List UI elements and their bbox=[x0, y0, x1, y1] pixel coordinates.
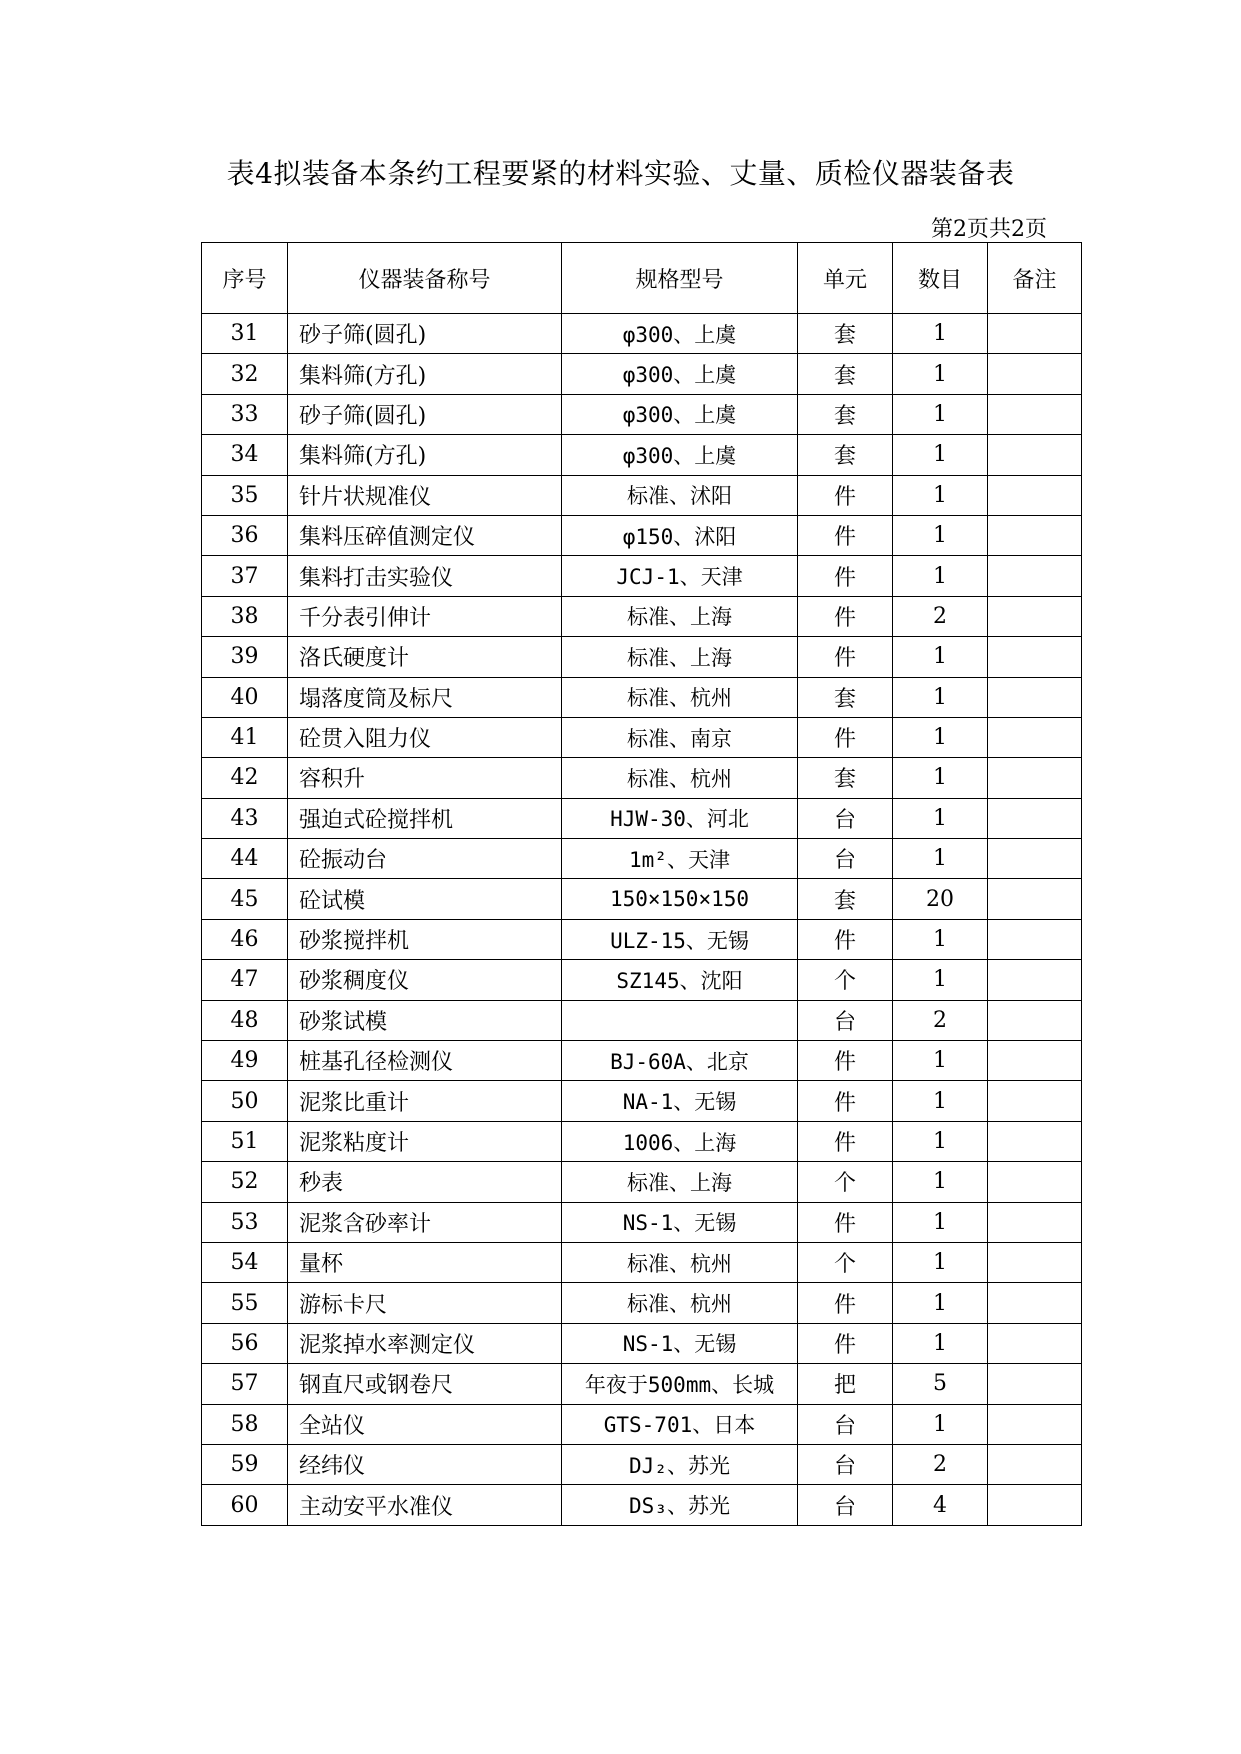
cell-specification: NS-1、无锡 bbox=[562, 1323, 798, 1363]
cell-serial-number: 49 bbox=[202, 1041, 288, 1081]
cell-serial-number: 54 bbox=[202, 1242, 288, 1282]
cell-remarks bbox=[988, 879, 1082, 919]
cell-specification: φ300、上虞 bbox=[562, 314, 798, 354]
cell-unit: 个 bbox=[798, 1162, 893, 1202]
table-row bbox=[202, 1323, 1082, 1363]
cell-quantity: 1 bbox=[893, 475, 988, 515]
cell-quantity: 1 bbox=[893, 1283, 988, 1323]
cell-serial-number: 53 bbox=[202, 1202, 288, 1242]
cell-serial-number: 50 bbox=[202, 1081, 288, 1121]
cell-equipment-name: 容积升 bbox=[288, 758, 562, 798]
cell-remarks bbox=[988, 314, 1082, 354]
cell-equipment-name: 砂浆试模 bbox=[288, 1000, 562, 1040]
cell-serial-number: 42 bbox=[202, 758, 288, 798]
cell-remarks bbox=[988, 1404, 1082, 1444]
cell-specification: φ300、上虞 bbox=[562, 435, 798, 475]
cell-remarks bbox=[988, 1081, 1082, 1121]
cell-unit: 件 bbox=[798, 1283, 893, 1323]
table-row bbox=[202, 314, 1082, 354]
cell-specification: 标准、杭州 bbox=[562, 677, 798, 717]
cell-equipment-name: 砼试模 bbox=[288, 879, 562, 919]
cell-quantity: 1 bbox=[893, 314, 988, 354]
cell-specification: 标准、杭州 bbox=[562, 1242, 798, 1282]
cell-remarks bbox=[988, 1323, 1082, 1363]
cell-remarks bbox=[988, 798, 1082, 838]
cell-specification: 标准、上海 bbox=[562, 1162, 798, 1202]
cell-specification: GTS-701、日本 bbox=[562, 1404, 798, 1444]
cell-quantity: 1 bbox=[893, 1041, 988, 1081]
cell-equipment-name: 主动安平水准仪 bbox=[288, 1485, 562, 1525]
header-equipment-name: 仪器装备称号 bbox=[288, 243, 562, 314]
table-row bbox=[202, 1121, 1082, 1161]
cell-specification: φ150、沭阳 bbox=[562, 515, 798, 555]
cell-equipment-name: 砼振动台 bbox=[288, 839, 562, 879]
cell-specification: DS₃、苏光 bbox=[562, 1485, 798, 1525]
cell-quantity: 1 bbox=[893, 960, 988, 1000]
cell-equipment-name: 砂浆稠度仪 bbox=[288, 960, 562, 1000]
cell-quantity: 2 bbox=[893, 1444, 988, 1484]
cell-equipment-name: 秒表 bbox=[288, 1162, 562, 1202]
cell-serial-number: 47 bbox=[202, 960, 288, 1000]
cell-unit: 件 bbox=[798, 556, 893, 596]
cell-quantity: 1 bbox=[893, 1081, 988, 1121]
cell-remarks bbox=[988, 960, 1082, 1000]
cell-serial-number: 39 bbox=[202, 637, 288, 677]
cell-serial-number: 38 bbox=[202, 596, 288, 636]
cell-quantity: 1 bbox=[893, 798, 988, 838]
page-info: 第2页共2页 bbox=[931, 217, 1047, 242]
cell-unit: 件 bbox=[798, 637, 893, 677]
cell-quantity: 2 bbox=[893, 1000, 988, 1040]
cell-remarks bbox=[988, 556, 1082, 596]
cell-equipment-name: 集料打击实验仪 bbox=[288, 556, 562, 596]
cell-remarks bbox=[988, 1364, 1082, 1404]
cell-remarks bbox=[988, 1000, 1082, 1040]
table-row bbox=[202, 758, 1082, 798]
cell-serial-number: 58 bbox=[202, 1404, 288, 1444]
cell-specification: NA-1、无锡 bbox=[562, 1081, 798, 1121]
cell-unit: 件 bbox=[798, 515, 893, 555]
cell-remarks bbox=[988, 435, 1082, 475]
table-row bbox=[202, 475, 1082, 515]
cell-quantity: 1 bbox=[893, 556, 988, 596]
cell-remarks bbox=[988, 1041, 1082, 1081]
cell-unit: 台 bbox=[798, 839, 893, 879]
cell-unit: 件 bbox=[798, 596, 893, 636]
cell-equipment-name: 钢直尺或钢卷尺 bbox=[288, 1364, 562, 1404]
cell-quantity: 1 bbox=[893, 394, 988, 434]
cell-serial-number: 59 bbox=[202, 1444, 288, 1484]
table-body bbox=[202, 314, 1082, 1526]
cell-unit: 件 bbox=[798, 1202, 893, 1242]
cell-quantity: 4 bbox=[893, 1485, 988, 1525]
cell-quantity: 1 bbox=[893, 677, 988, 717]
cell-quantity: 1 bbox=[893, 1121, 988, 1161]
cell-remarks bbox=[988, 596, 1082, 636]
cell-equipment-name: 塌落度筒及标尺 bbox=[288, 677, 562, 717]
cell-specification: 标准、杭州 bbox=[562, 1283, 798, 1323]
table-row bbox=[202, 1485, 1082, 1525]
cell-unit: 台 bbox=[798, 1485, 893, 1525]
cell-serial-number: 44 bbox=[202, 839, 288, 879]
cell-serial-number: 36 bbox=[202, 515, 288, 555]
cell-serial-number: 43 bbox=[202, 798, 288, 838]
cell-specification: JCJ-1、天津 bbox=[562, 556, 798, 596]
cell-specification: φ300、上虞 bbox=[562, 394, 798, 434]
cell-serial-number: 48 bbox=[202, 1000, 288, 1040]
table-row bbox=[202, 839, 1082, 879]
cell-unit: 套 bbox=[798, 758, 893, 798]
cell-quantity: 1 bbox=[893, 717, 988, 757]
cell-unit: 件 bbox=[798, 1323, 893, 1363]
cell-quantity: 1 bbox=[893, 1323, 988, 1363]
cell-quantity: 1 bbox=[893, 515, 988, 555]
cell-remarks bbox=[988, 354, 1082, 394]
table-row bbox=[202, 960, 1082, 1000]
cell-equipment-name: 泥浆粘度计 bbox=[288, 1121, 562, 1161]
table-row bbox=[202, 798, 1082, 838]
cell-specification: BJ-60A、北京 bbox=[562, 1041, 798, 1081]
cell-unit: 台 bbox=[798, 1404, 893, 1444]
cell-unit: 套 bbox=[798, 314, 893, 354]
cell-serial-number: 55 bbox=[202, 1283, 288, 1323]
table-row bbox=[202, 596, 1082, 636]
cell-serial-number: 52 bbox=[202, 1162, 288, 1202]
cell-remarks bbox=[988, 1485, 1082, 1525]
cell-remarks bbox=[988, 677, 1082, 717]
cell-specification: 1006、上海 bbox=[562, 1121, 798, 1161]
cell-unit: 件 bbox=[798, 1121, 893, 1161]
cell-unit: 套 bbox=[798, 879, 893, 919]
cell-remarks bbox=[988, 839, 1082, 879]
cell-unit: 件 bbox=[798, 717, 893, 757]
table-row bbox=[202, 919, 1082, 959]
cell-specification bbox=[562, 1000, 798, 1040]
cell-equipment-name: 桩基孔径检测仪 bbox=[288, 1041, 562, 1081]
cell-specification: HJW-30、河北 bbox=[562, 798, 798, 838]
cell-unit: 件 bbox=[798, 1041, 893, 1081]
table-row bbox=[202, 1242, 1082, 1282]
cell-specification: 1m²、天津 bbox=[562, 839, 798, 879]
cell-quantity: 1 bbox=[893, 1242, 988, 1282]
table-row bbox=[202, 1202, 1082, 1242]
cell-specification: DJ₂、苏光 bbox=[562, 1444, 798, 1484]
cell-remarks bbox=[988, 637, 1082, 677]
cell-equipment-name: 泥浆比重计 bbox=[288, 1081, 562, 1121]
cell-equipment-name: 全站仪 bbox=[288, 1404, 562, 1444]
cell-equipment-name: 集料压碎值测定仪 bbox=[288, 515, 562, 555]
cell-quantity: 1 bbox=[893, 839, 988, 879]
cell-serial-number: 46 bbox=[202, 919, 288, 959]
equipment-table bbox=[201, 242, 1082, 1526]
cell-serial-number: 37 bbox=[202, 556, 288, 596]
cell-serial-number: 32 bbox=[202, 354, 288, 394]
cell-serial-number: 35 bbox=[202, 475, 288, 515]
table-row bbox=[202, 1404, 1082, 1444]
table-row bbox=[202, 637, 1082, 677]
cell-quantity: 1 bbox=[893, 1162, 988, 1202]
cell-unit: 件 bbox=[798, 1081, 893, 1121]
cell-specification: SZ145、沈阳 bbox=[562, 960, 798, 1000]
table-row bbox=[202, 556, 1082, 596]
header-quantity: 数目 bbox=[893, 243, 988, 314]
cell-serial-number: 51 bbox=[202, 1121, 288, 1161]
cell-remarks bbox=[988, 1242, 1082, 1282]
cell-remarks bbox=[988, 1283, 1082, 1323]
cell-quantity: 1 bbox=[893, 919, 988, 959]
cell-serial-number: 33 bbox=[202, 394, 288, 434]
cell-quantity: 1 bbox=[893, 1404, 988, 1444]
cell-serial-number: 57 bbox=[202, 1364, 288, 1404]
cell-specification: NS-1、无锡 bbox=[562, 1202, 798, 1242]
cell-remarks bbox=[988, 717, 1082, 757]
cell-unit: 件 bbox=[798, 919, 893, 959]
cell-quantity: 1 bbox=[893, 435, 988, 475]
cell-equipment-name: 泥浆含砂率计 bbox=[288, 1202, 562, 1242]
cell-serial-number: 56 bbox=[202, 1323, 288, 1363]
cell-equipment-name: 千分表引伸计 bbox=[288, 596, 562, 636]
cell-remarks bbox=[988, 1121, 1082, 1161]
cell-unit: 台 bbox=[798, 1444, 893, 1484]
cell-equipment-name: 强迫式砼搅拌机 bbox=[288, 798, 562, 838]
table-row bbox=[202, 394, 1082, 434]
table-row bbox=[202, 515, 1082, 555]
cell-equipment-name: 砂子筛(圆孔) bbox=[288, 394, 562, 434]
cell-remarks bbox=[988, 475, 1082, 515]
table-row bbox=[202, 435, 1082, 475]
cell-specification: 标准、杭州 bbox=[562, 758, 798, 798]
cell-remarks bbox=[988, 919, 1082, 959]
cell-quantity: 1 bbox=[893, 637, 988, 677]
cell-unit: 台 bbox=[798, 798, 893, 838]
cell-quantity: 1 bbox=[893, 758, 988, 798]
cell-specification: 标准、南京 bbox=[562, 717, 798, 757]
cell-remarks bbox=[988, 758, 1082, 798]
header-specification: 规格型号 bbox=[562, 243, 798, 314]
cell-unit: 套 bbox=[798, 435, 893, 475]
cell-unit: 个 bbox=[798, 1242, 893, 1282]
cell-unit: 套 bbox=[798, 677, 893, 717]
cell-equipment-name: 砼贯入阻力仪 bbox=[288, 717, 562, 757]
table-row bbox=[202, 1041, 1082, 1081]
table-row bbox=[202, 677, 1082, 717]
cell-remarks bbox=[988, 1202, 1082, 1242]
cell-equipment-name: 量杯 bbox=[288, 1242, 562, 1282]
cell-serial-number: 60 bbox=[202, 1485, 288, 1525]
table-row bbox=[202, 1364, 1082, 1404]
cell-quantity: 20 bbox=[893, 879, 988, 919]
table-row bbox=[202, 1283, 1082, 1323]
cell-serial-number: 40 bbox=[202, 677, 288, 717]
cell-equipment-name: 针片状规准仪 bbox=[288, 475, 562, 515]
cell-equipment-name: 泥浆掉水率测定仪 bbox=[288, 1323, 562, 1363]
cell-specification: 150×150×150 bbox=[562, 879, 798, 919]
cell-unit: 套 bbox=[798, 354, 893, 394]
cell-serial-number: 34 bbox=[202, 435, 288, 475]
cell-quantity: 1 bbox=[893, 1202, 988, 1242]
cell-quantity: 1 bbox=[893, 354, 988, 394]
cell-specification: 标准、沭阳 bbox=[562, 475, 798, 515]
cell-serial-number: 41 bbox=[202, 717, 288, 757]
cell-unit: 套 bbox=[798, 394, 893, 434]
cell-equipment-name: 洛氏硬度计 bbox=[288, 637, 562, 677]
table-row bbox=[202, 879, 1082, 919]
cell-remarks bbox=[988, 1444, 1082, 1484]
cell-equipment-name: 集料筛(方孔) bbox=[288, 435, 562, 475]
cell-specification: φ300、上虞 bbox=[562, 354, 798, 394]
header-remarks: 备注 bbox=[988, 243, 1082, 314]
cell-quantity: 5 bbox=[893, 1364, 988, 1404]
cell-specification: ULZ-15、无锡 bbox=[562, 919, 798, 959]
table-row bbox=[202, 1000, 1082, 1040]
cell-specification: 标准、上海 bbox=[562, 637, 798, 677]
cell-specification: 标准、上海 bbox=[562, 596, 798, 636]
cell-remarks bbox=[988, 1162, 1082, 1202]
table-row bbox=[202, 1162, 1082, 1202]
table-row bbox=[202, 717, 1082, 757]
cell-equipment-name: 经纬仪 bbox=[288, 1444, 562, 1484]
cell-unit: 件 bbox=[798, 475, 893, 515]
cell-serial-number: 45 bbox=[202, 879, 288, 919]
table-header-row bbox=[202, 243, 1082, 314]
cell-unit: 个 bbox=[798, 960, 893, 1000]
cell-unit: 把 bbox=[798, 1364, 893, 1404]
table-row bbox=[202, 1444, 1082, 1484]
cell-quantity: 2 bbox=[893, 596, 988, 636]
cell-specification: 年夜于500mm、长城 bbox=[562, 1364, 798, 1404]
cell-equipment-name: 砂子筛(圆孔) bbox=[288, 314, 562, 354]
cell-equipment-name: 砂浆搅拌机 bbox=[288, 919, 562, 959]
cell-remarks bbox=[988, 515, 1082, 555]
header-serial-number: 序号 bbox=[202, 243, 288, 314]
cell-equipment-name: 游标卡尺 bbox=[288, 1283, 562, 1323]
cell-remarks bbox=[988, 394, 1082, 434]
table-row bbox=[202, 354, 1082, 394]
document-title: 表4拟装备本条约工程要紧的材料实验、丈量、质检仪器装备表 bbox=[226, 157, 1015, 190]
cell-serial-number: 31 bbox=[202, 314, 288, 354]
header-unit: 单元 bbox=[798, 243, 893, 314]
cell-unit: 台 bbox=[798, 1000, 893, 1040]
table-row bbox=[202, 1081, 1082, 1121]
cell-equipment-name: 集料筛(方孔) bbox=[288, 354, 562, 394]
